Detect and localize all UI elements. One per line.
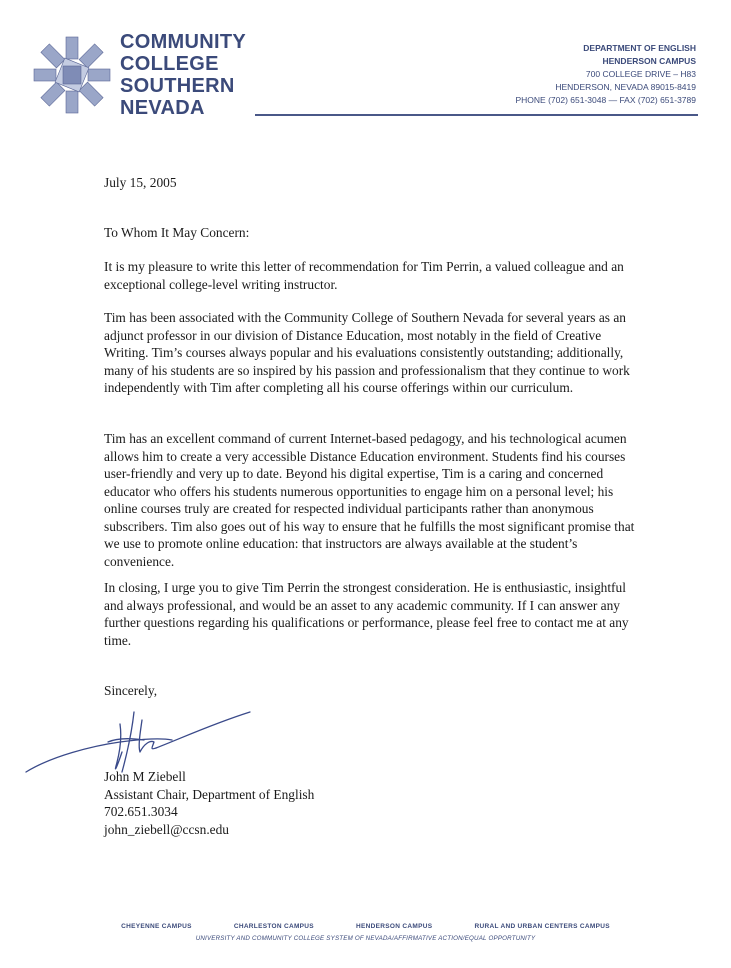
college-star-logo-icon: [30, 33, 114, 117]
letter-paragraph-3: [104, 430, 644, 570]
footer-tagline: UNIVERSITY AND COMMUNITY COLLEGE SYSTEM OF NEVADA/AFFIRMATIVE ACTION/EQUAL OPPORTUNITY: [195, 935, 536, 942]
campus-name: HENDERSON CAMPUS: [602, 56, 696, 66]
department-address-block: [516, 42, 697, 107]
college-name: [120, 31, 246, 119]
signer-block: [104, 768, 314, 838]
footer-campus: CHEYENNE CAMPUS: [121, 923, 192, 930]
college-name-line-1: COMMUNITY: [120, 31, 247, 53]
paragraph-text: Tim has been associated with the Community College of Southern Nevada for several years as an adjunct professor in our division of Distance Education, most notably in the field of Creative Writing. Tim’s courses always popular and his evaluations consistently outstanding; additionally, many of his students are so inspired by his passion and professionalism that they continue to work independently with Tim after completing all his course offerings within our curriculum.: [104, 310, 630, 395]
signer-title: Assistant Chair, Department of English: [104, 786, 315, 802]
letter-paragraph-2: [104, 309, 644, 397]
footer-campus: RURAL AND URBAN CENTERS CAMPUS: [474, 923, 610, 930]
footer-campus: HENDERSON CAMPUS: [356, 923, 433, 930]
college-name-line-2: COLLEGE: [120, 53, 219, 75]
paragraph-text: Tim has an excellent command of current Internet-based pedagogy, and his technological acumen allows him to create a very accessible Distance Education environment. Students find his courses user-friendly and very up to date. Beyond his digital expertise, Tim is a caring and concerned educator who offers his students numerous opportunities to engage him on a personal level; his online courses truly are created for respected individual participants rather than anonymous subscribers. Tim also goes out of his way to ensure that he fulfills the most significant promise that we use to promote online education: that instructors are always available at the student’s convenience.: [104, 431, 635, 569]
college-name-line-3: SOUTHERN: [120, 75, 235, 97]
footer-campus: CHARLESTON CAMPUS: [233, 923, 314, 930]
signer-name: John M Ziebell: [104, 769, 186, 784]
letter-salutation: To Whom It May Concern:: [104, 225, 250, 240]
department-name: DEPARTMENT OF ENGLISH: [583, 43, 696, 53]
college-name-line-4: NEVADA: [120, 97, 205, 119]
paragraph-text: In closing, I urge you to give Tim Perrin the strongest consideration. He is enthusiastic, insightful and always professional, and would be an asset to any academic community. If I can answer any further questions regarding his qualifications or performance, please feel free to contact me at any time.: [104, 580, 629, 648]
city-address: HENDERSON, NEVADA 89015-8419: [555, 82, 696, 92]
letterhead-rule: [255, 114, 698, 116]
paragraph-text: It is my pleasure to write this letter of recommendation for Tim Perrin, a valued colleague and an exceptional college-level writing instructor.: [104, 259, 624, 292]
signer-email: john_ziebell@ccsn.edu: [104, 821, 229, 837]
letter-paragraph-1: [104, 258, 644, 293]
footer-campuses: [0, 923, 731, 930]
letter-date: July 15, 2005: [104, 175, 177, 190]
letter-closing: Sincerely,: [104, 683, 158, 698]
phone-fax: PHONE (702) 651-3048 — FAX (702) 651-3789: [515, 95, 696, 105]
signer-phone: 702.651.3034: [104, 804, 178, 819]
street-address: 700 COLLEGE DRIVE – H83: [585, 69, 696, 79]
letter-paragraph-4: [104, 579, 644, 649]
